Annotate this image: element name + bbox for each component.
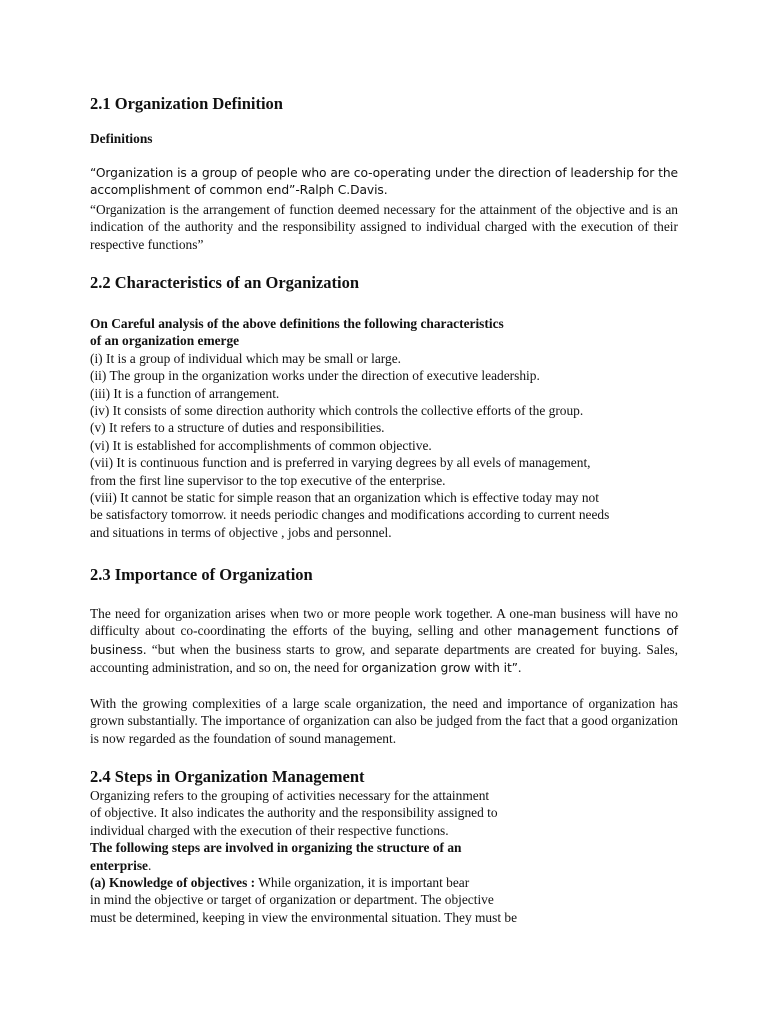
characteristic-item: (viii) It cannot be static for simple reason that an organization which is effective today may not [90,490,599,506]
definitions-subheading: Definitions [90,131,153,146]
definition-quote-davis: “Organization is a group of people who are co-operating under the direction of leadership for the accomplishment of common end”-Ralph C.Davis. [90,166,678,198]
section-2-2-heading: 2.2 Characteristics of an Organization [90,273,360,292]
characteristic-item: (i) It is a group of individual which may be small or large. [90,350,402,366]
steps-bold-line-2 [90,857,678,874]
definition-quote-arrangement [90,201,678,253]
characteristics-intro-line-2: of an organization emerge [90,333,240,349]
characteristic-item: be satisfactory tomorrow. it needs periodic changes and modifications according to current needs [90,507,610,523]
step-a-label: (a) Knowledge of objectives : [90,875,256,891]
steps-bold-line-1: The following steps are involved in organizing the structure of an [90,840,462,856]
importance-paragraph-1 [90,605,678,678]
characteristic-item: (vi) It is established for accomplishments of common objective. [90,437,432,453]
step-a-line-2: in mind the objective or target of organization or department. The objective [90,892,494,908]
characteristic-item: (ii) The group in the organization works under the direction of executive leadership. [90,368,540,384]
steps-bold-line-2-period: . [148,857,152,873]
section-2-4-heading: 2.4 Steps in Organization Management [90,767,365,786]
importance-para1-part-c: “but when the business starts to grow, and separate departments are created for buying. Sales, accounting administration, and so on, the need for [90,641,678,676]
characteristic-item: (iv) It consists of some direction authority which controls the collective efforts of the group. [90,403,584,419]
characteristic-item: from the first line supervisor to the top executive of the enterprise. [90,472,446,488]
section-2-1-heading: 2.1 Organization Definition [90,94,283,113]
importance-para1-part-d: organization grow with it” [361,661,518,676]
characteristic-item: (v) It refers to a structure of duties and responsibilities. [90,420,385,436]
importance-paragraph-2: With the growing complexities of a large scale organization, the need and importance of organization has grown substantially. The importance of organization can also be judged from the fact that a good organization is now regarded as the foundation of sound management. [90,696,678,746]
section-2-3-heading: 2.3 Importance of Organization [90,565,313,584]
importance-para1-part-e: . [517,660,522,676]
step-a-line-3: must be determined, keeping in view the environmental situation. They must be [90,909,518,925]
steps-intro-line: of objective. It also indicates the authority and the responsibility assigned to [90,805,498,821]
characteristic-item: (iii) It is a function of arrangement. [90,385,280,401]
importance-para1-part-b: management functions of business. [90,624,678,657]
definition-quote-arrangement-text: “Organization is the arrangement of function deemed necessary for the attainment of the objective and is an indication of the authority and the responsibility assigned to individual charged with the execution of their respective functions” [90,202,678,252]
steps-intro-line: individual charged with the execution of their respective functions. [90,822,449,838]
step-a-line-1 [90,874,678,891]
characteristics-intro [90,315,678,541]
steps-bold-line-2-text: enterprise [90,857,149,873]
importance-para1-part-a: The need for organization arises when two or more people work together. A one-man business will have no difficulty about co-coordinating the efforts of the buying, selling and other [90,606,678,639]
steps-section-body [90,787,678,926]
characteristic-item: (vii) It is continuous function and is preferred in varying degrees by all evels of management, [90,455,591,471]
step-a-text: While organization, it is important bear [255,875,470,891]
characteristics-intro-line-1: On Careful analysis of the above definitions the following characteristics [90,316,504,331]
characteristic-item: and situations in terms of objective , jobs and personnel. [90,524,392,540]
steps-intro-line: Organizing refers to the grouping of activities necessary for the attainment [90,788,490,803]
